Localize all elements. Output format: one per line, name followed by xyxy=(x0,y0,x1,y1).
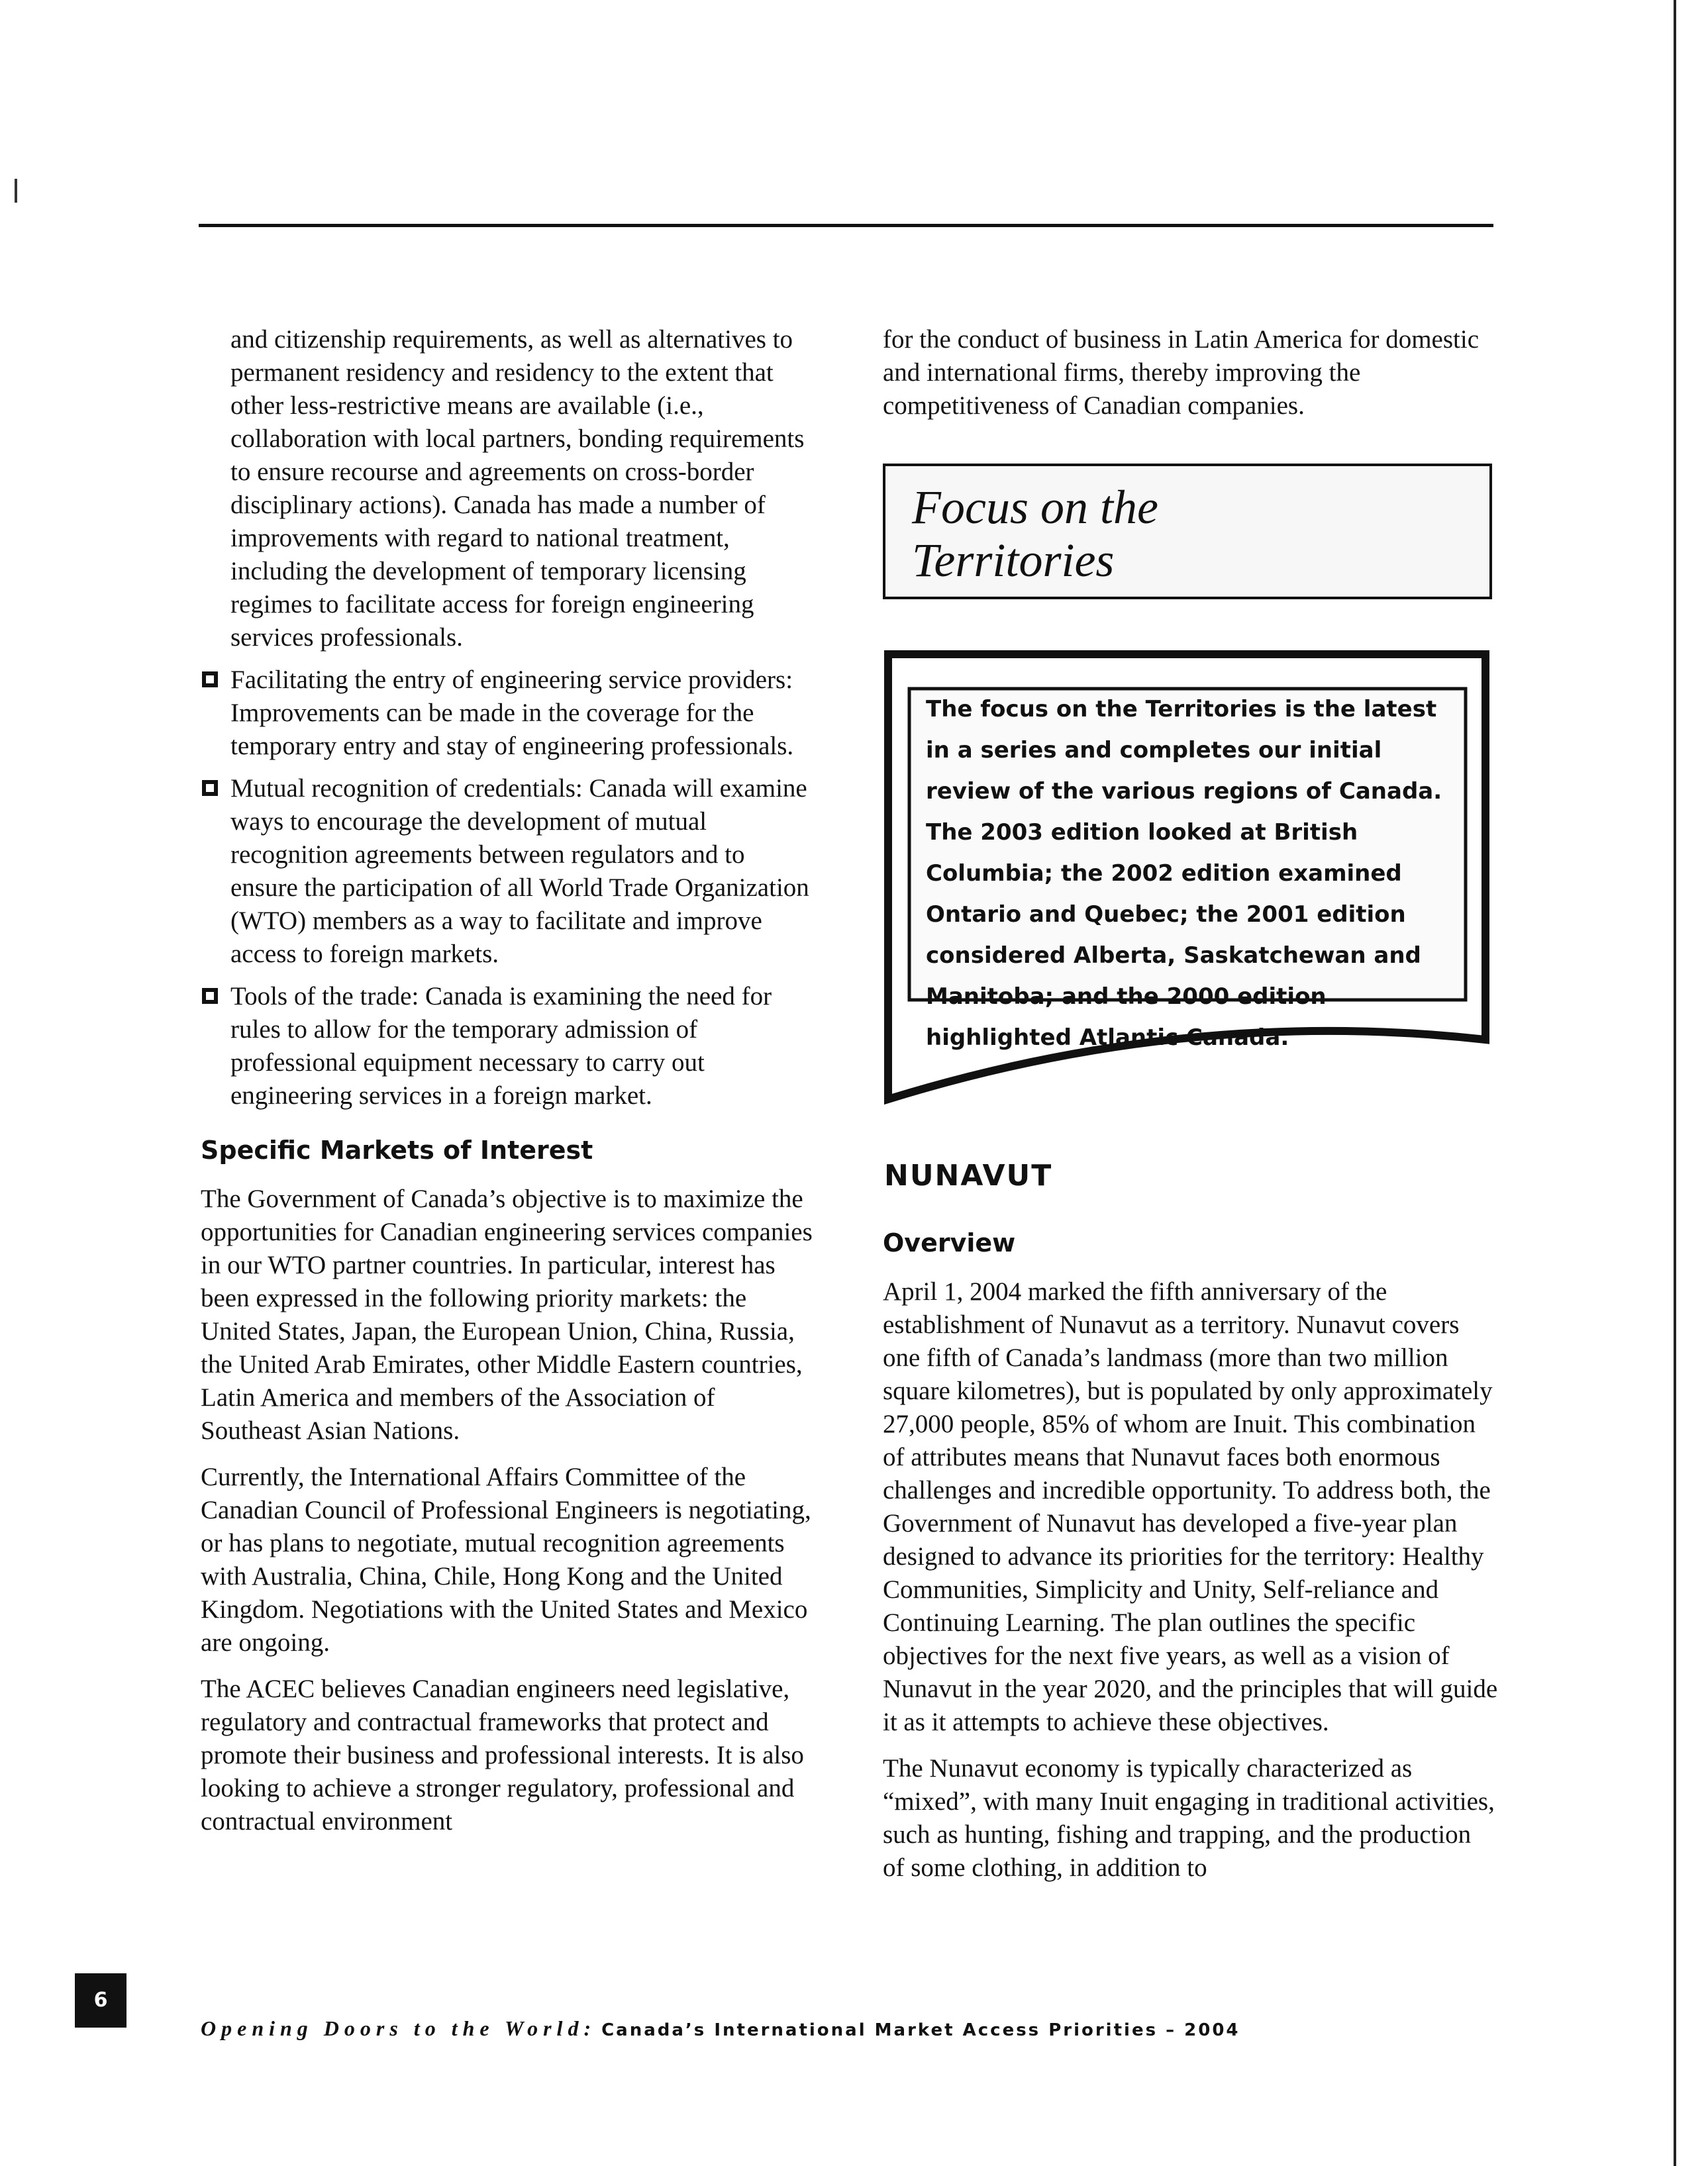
scan-margin-mark xyxy=(15,179,17,203)
bullet-item xyxy=(201,772,817,971)
body-paragraph: The Government of Canada’s objective is to maximize the opportunities for Canadian engineering services companies in our WTO partner countries. In particular, interest has been expressed in the following priority markets: the United States, Japan, the European Union, China, Russia, the United Arab Emirates, other Middle Eastern countries, Latin America and members of the Association of Southeast Asian Nations. xyxy=(201,1185,813,1445)
bullet-text: Facilitating the entry of engineering service providers: Improvements can be made in the coverage for the temporary entry and stay of engineering professionals. xyxy=(230,665,794,760)
bullet-item xyxy=(201,980,817,1112)
focus-title-line: Territories xyxy=(912,534,1115,587)
footer-title: Opening Doors to the World: xyxy=(201,2016,597,2040)
left-column xyxy=(201,323,817,1851)
bullet-text: Tools of the trade: Canada is examining the need for rules to allow for the temporary admission of professional equipment necessary to carry out engineering services in a foreign market. xyxy=(230,982,772,1110)
body-paragraph: The ACEC believes Canadian engineers need legislative, regulatory and contractual frameworks that protect and promote their business and professional interests. It is also looking to achieve a stronger regulatory, professional and contractual environment xyxy=(201,1675,804,1836)
square-bullet-icon xyxy=(202,988,218,1004)
page-edge-line xyxy=(1674,0,1676,2166)
footer-subtitle: Canada’s International Market Access Priorities – 2004 xyxy=(601,2020,1240,2040)
body-paragraph: April 1, 2004 marked the fifth anniversary of the establishment of Nunavut as a territory. Nunavut covers one fifth of Canada’s landmass (more than two million square kilometres), but is populated by only approximately 27,000 people, 85% of whom are Inuit. This combination of attributes means that Nunavut faces both enormous challenges and incredible opportunity. To address both, the Government of Nunavut has developed a five-year plan designed to advance its priorities for the territory: Healthy Communities, Simplicity and Unity, Self-reliance and Continuing Learning. The plan outlines the specific objectives for the next five years, as well as a vision of Nunavut in the year 2020, and the principles that will guide it as it attempts to achieve these objectives. xyxy=(883,1277,1498,1736)
focus-title xyxy=(912,481,1158,587)
overview-section xyxy=(883,1226,1499,1898)
focus-title-box xyxy=(883,464,1492,599)
continued-paragraph: for the conduct of business in Latin America for domestic and international firms, thereby improving the competitiveness of Canadian companies. xyxy=(883,325,1480,420)
body-paragraph: The Nunavut economy is typically characterized as “mixed”, with many Inuit engaging in traditional activities, such as hunting, fishing and trapping, and the production of some clothing, in addition to xyxy=(883,1754,1495,1882)
overview-heading: Overview xyxy=(883,1228,1016,1257)
callout-text: The focus on the Territories is the latest in a series and completes our initial review of the various regions of Canada. The 2003 edition looked at British Columbia; the 2002 edition examined Ontario and Quebec; the 2001 edition considered Alberta, Saskatchewan and Manitoba; and the 2000 edition highlighted Atlantic Canada. xyxy=(926,696,1442,1051)
focus-title-line: Focus on the xyxy=(912,481,1158,534)
section-heading: Specific Markets of Interest xyxy=(201,1136,593,1165)
bullet-item xyxy=(201,664,817,763)
continued-paragraph: and citizenship requirements, as well as alternatives to permanent residency and residency to the extent that other less-restrictive means are available (i.e., collaboration with local partners, bonding requirements to ensure recourse and agreements on cross-border disciplinary actions). Canada has made a number of improvements with regard to national treatment, including the development of temporary licensing regimes to facilitate access for foreign engineering services professionals. xyxy=(230,325,805,652)
bullet-text: Mutual recognition of credentials: Canada will examine ways to encourage the development of mutual recognition agreements between regulators and to ensure the participation of all World Trade Organization (WTO) members as a way to facilitate and improve access to foreign markets. xyxy=(230,774,809,968)
body-paragraph: Currently, the International Affairs Committee of the Canadian Council of Professional Engineers is negotiating, or has plans to negotiate, mutual recognition agreements with Australia, China, Chile, Hong Kong and the United Kingdom. Negotiations with the United States and Mexico are ongoing. xyxy=(201,1463,811,1657)
callout-box xyxy=(883,649,1491,1106)
square-bullet-icon xyxy=(202,780,218,796)
page-number: 6 xyxy=(75,1973,126,2028)
header-rule xyxy=(199,224,1493,227)
page-footer xyxy=(201,2012,1499,2045)
square-bullet-icon xyxy=(202,671,218,687)
right-column-top xyxy=(883,323,1499,436)
nunavut-heading: NUNAVUT xyxy=(884,1159,1053,1193)
